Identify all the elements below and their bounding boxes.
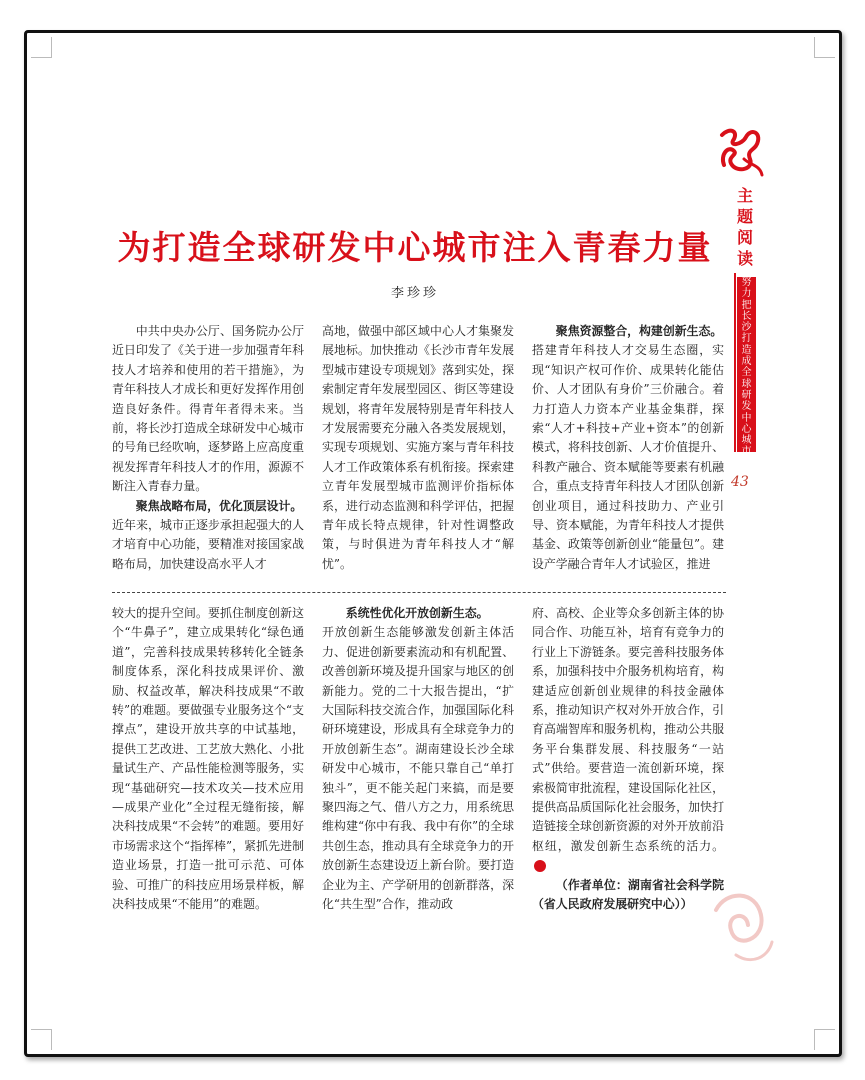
page-number: 43 — [731, 474, 749, 490]
section-title: 主题阅读 — [734, 185, 756, 273]
author-affiliation: （作者单位：湖南省社会科学院（省人民政府发展研究中心）） — [532, 877, 724, 912]
paragraph: 府、高校、企业等众多创新主体的协同合作、功能互补，培育有竞争力的行业上下游链条。要完善科技服务体系，加强科技中介服务机构培育，构建适应创新创业规律的科技金融体系，推动知识产权对外开放合作，引育高端智库和服务机构，推动公共服务平台集群发展、科技服务“一站式”供给。要营造一流创新环境，探索极简审批流程，建设国际化社区，提供高品质国际化社会服务，加快打造链接全球创新资源的对外开放前沿枢纽，激发创新生态系统的活力。 — [532, 604, 724, 876]
crop-mark — [31, 37, 52, 58]
column-1-top — [112, 322, 304, 574]
column-3-bottom — [532, 604, 724, 915]
section-heading: 系统性优化开放创新生态。 — [345, 606, 489, 620]
section-heading: 聚焦资源整合，构建创新生态。 — [555, 324, 723, 338]
paragraph: 较大的提升空间。要抓住制度创新这个“牛鼻子”，建立成果转化“绿色通道”，完善科技成果转移转化全链条制度体系，深化科技成果评价、激励、权益改革，解决科技成果“不敢转”的难题。要做强专业服务这个“支撑点”，建设开放共享的中试基地，提供工艺改进、工艺放大熟化、小批量试生产、产品性能检测等服务，实现“基础研究—技术攻关—技术应用—成果产业化”全过程无缝衔接，解决科技成果“不会转”的难题。要用好市场需求这个“指挥棒”，紧抓先进制造业场景，打造一批可示范、可体验、可推广的科技应用场景样板，解决科技成果“不能用”的难题。 — [112, 606, 304, 912]
paragraph: 中共中央办公厅、国务院办公厅近日印发了《关于进一步加强青年科技人才培养和使用的若干措施》，为青年科技人才成长和更好发挥作用创造良好条件。得青年者得未来。当前，将长沙打造成全球研发中心城市的号角已经吹响，逐梦路上应高度重视发挥青年科技人才的作用，源源不断注入青春力量。 — [112, 324, 304, 494]
crop-mark — [31, 1029, 52, 1050]
paragraph: 开放创新生态能够激发创新主体活力、促进创新要素流动和有机配置、改善创新环境及提升国家与地区的创新能力。党的二十大报告提出，“扩大国际科技交流合作，加强国际化科研环境建设，形成具有全球竞争力的开放创新生态”。湖南建设长沙全球研发中心城市，不能只靠自己“单打独斗”，更不能关起门来搞，而是要聚四海之气、借八方之力，用系统思维构建“你中有我、我中有你”的全球共创生态，推动具有全球竞争力的开放创新生态建设迈上新台阶。要打造企业为主、产学研用的创新群落，深化“共生型”合作，推动政 — [322, 625, 514, 912]
article-author: 李珍珍 — [390, 286, 439, 301]
column-1-bottom — [112, 604, 304, 915]
section-subtitle: 努力把长沙打造成全球研发中心城市 — [737, 277, 756, 452]
magazine-logo-icon — [716, 125, 766, 183]
crop-mark — [814, 37, 835, 58]
section-divider — [112, 592, 726, 593]
paragraph: 高地，做强中部区域中心人才集聚发展地标。加快推动《长沙市青年发展型城市建设专项规划》落到实处，探索制定青年发展型园区、街区等建设规划，将青年发展特别是青年科技人才发展需要充分融入各类发展规划，实现专项规划、实施方案与青年科技人才工作政策体系有机衔接。探索建立青年发展型城市监测评价指标体系，进行动态监测和科学评估，把握青年成长特点规律，针对性调整政策，与时俱进为青年科技人才“解忧”。 — [322, 324, 514, 571]
crop-mark — [814, 1029, 835, 1050]
section-sidebar — [734, 185, 756, 458]
paragraph: 搭建青年科技人才交易生态圈，实现“知识产权可作价、成果转化能估价、人才团队有身价”三价融合。着力打造人力资本产业基金集群，探索“人才+科技+产业+资本”的创新模式，将科技创新、人才价值提升、科教产融合、资本赋能等要素有机融合，重点支持青年科技人才团队创新创业项目，通过科技助力、产业引导、资本赋能，为青年科技人才提供基金、政策等创新创业“能量包”。建设产学融合青年人才试验区，推进 — [532, 343, 724, 571]
column-2-bottom — [322, 604, 514, 915]
article-title: 为打造全球研发中心城市注入青春力量 — [117, 228, 713, 267]
decorative-swirl-icon — [706, 880, 776, 970]
section-heading: 聚焦战略布局，优化顶层设计。 — [135, 498, 303, 513]
column-2-top — [322, 322, 514, 574]
paragraph: 近年来，城市正逐步承担起强大的人才培育中心功能，要精准对接国家战略布局，加快建设高水平人才 — [112, 518, 304, 571]
column-3-top — [532, 322, 724, 574]
end-mark-icon — [534, 860, 546, 872]
